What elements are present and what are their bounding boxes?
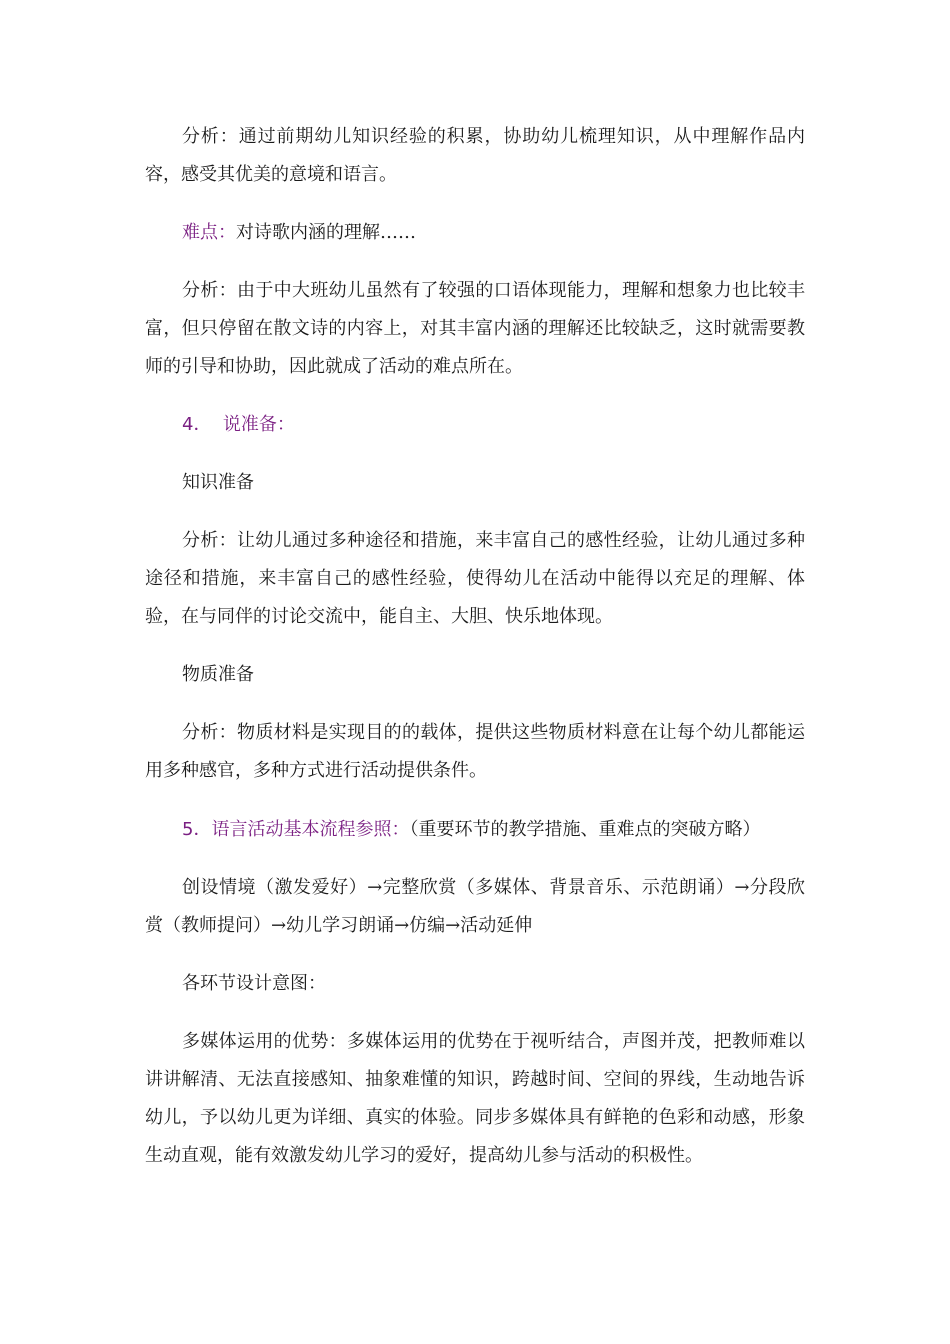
activity-flow: 创设情境（激发爱好）→完整欣赏（多媒体、背景音乐、示范朗诵）→分段欣赏（教师提问）→幼儿学习朗诵→仿编→活动延伸 [145,877,805,936]
difficulty-text: 对诗歌内涵的理解…… [236,222,416,243]
difficulty-line [145,214,805,252]
section-5-heading [145,811,805,849]
difficulty-label: 难点： [182,222,236,243]
section-5-note: （重要环节的教学措施、重难点的突破方略） [409,819,761,840]
section-4-number: 4． [182,414,212,435]
material-prep-heading: 物质准备 [182,664,254,685]
section-5-number: 5． [182,819,212,840]
analysis-paragraph-4: 分析：物质材料是实现目的的载体，提供这些物质材料意在让每个幼儿都能运用多种感官，多种方式进行活动提供条件。 [145,722,805,781]
analysis-paragraph-1: 分析：通过前期幼儿知识经验的积累，协助幼儿梳理知识，从中理解作品内容，感受其优美的意境和语言。 [145,126,805,185]
section-5-title: 语言活动基本流程参照： [211,819,410,840]
design-intent-heading: 各环节设计意图： [182,973,326,994]
multimedia-paragraph: 多媒体运用的优势：多媒体运用的优势在于视听结合，声图并茂，把教师难以讲讲解清、无法直接感知、抽象难懂的知识，跨越时间、空间的界线，生动地告诉幼儿，予以幼儿更为详细、真实的体验。同步多媒体具有鲜艳的色彩和动感，形象生动直观，能有效激发幼儿学习的爱好，提高幼儿参与活动的积极性。 [145,1031,805,1166]
document-body [145,118,805,1175]
section-4-title: 说准备： [222,414,295,435]
analysis-paragraph-3: 分析：让幼儿通过多种途径和措施，来丰富自己的感性经验，让幼儿通过多种途径和措施，来丰富自己的感性经验，使得幼儿在活动中能得以充足的理解、体验，在与同伴的讨论交流中，能自主、大胆、快乐地体现。 [145,530,805,627]
section-4-heading [145,406,805,444]
knowledge-prep-heading: 知识准备 [182,472,254,493]
analysis-paragraph-2: 分析：由于中大班幼儿虽然有了较强的口语体现能力，理解和想象力也比较丰富，但只停留在散文诗的内容上，对其丰富内涵的理解还比较缺乏，这时就需要教师的引导和协助，因此就成了活动的难点所在。 [145,280,805,377]
